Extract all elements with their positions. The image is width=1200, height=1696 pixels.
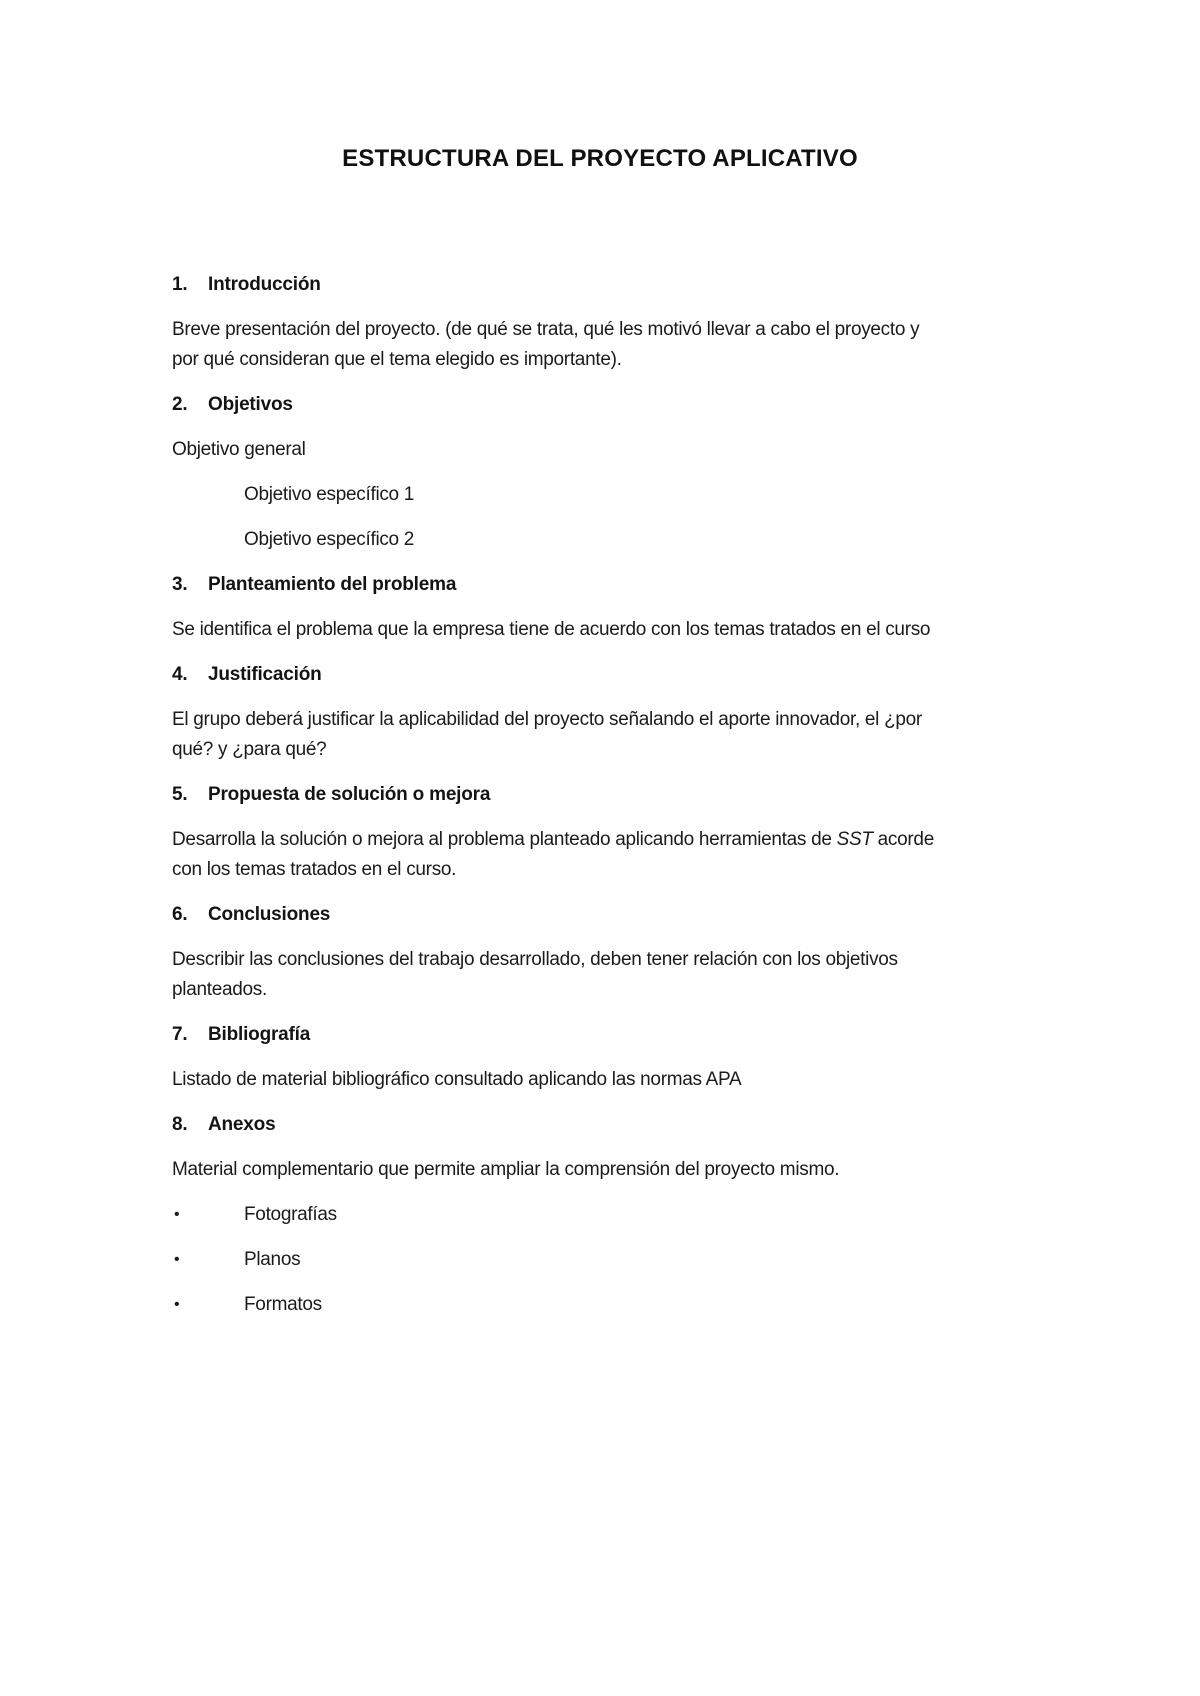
section-heading-bibliografia <box>172 1020 1028 1050</box>
paragraph-introduccion <box>172 315 1028 375</box>
paragraph-objetivo-especifico-2 <box>172 525 1028 555</box>
section-number: 5. <box>172 784 188 805</box>
paragraph-conclusiones <box>172 945 1028 1005</box>
section-heading-propuesta <box>172 780 1028 810</box>
bullet-item-formatos <box>172 1290 1028 1320</box>
paragraph-line: qué? y ¿para qué? <box>172 739 327 760</box>
section-heading-label: Objetivos <box>208 394 293 415</box>
paragraph-line: Se identifica el problema que la empresa tiene de acuerdo con los temas tratados en el curso <box>172 619 931 640</box>
section-heading-label: Anexos <box>208 1114 276 1135</box>
section-heading-introduccion <box>172 270 1028 300</box>
bullet-label: Formatos <box>244 1294 322 1315</box>
section-heading-justificacion <box>172 660 1028 690</box>
section-number: 6. <box>172 904 188 925</box>
bullet-icon: • <box>174 1206 180 1223</box>
section-heading-label: Introducción <box>208 274 321 295</box>
paragraph-line: Listado de material bibliográfico consultado aplicando las normas APA <box>172 1069 742 1090</box>
paragraph-line: Breve presentación del proyecto. (de qué se trata, qué les motivó llevar a cabo el proyecto y <box>172 319 920 340</box>
section-heading-anexos <box>172 1110 1028 1140</box>
paragraph-objetivo-general <box>172 435 1028 465</box>
paragraph-line: Describir las conclusiones del trabajo desarrollado, deben tener relación con los objetivos <box>172 949 898 970</box>
indented-line: Objetivo específico 1 <box>244 484 415 505</box>
document-title: ESTRUCTURA DEL PROYECTO APLICATIVO <box>342 145 858 172</box>
section-heading-label: Bibliografía <box>208 1024 311 1045</box>
bullet-item-fotografias <box>172 1200 1028 1230</box>
paragraph-anexos <box>172 1155 1028 1185</box>
section-heading-planteamiento <box>172 570 1028 600</box>
paragraph-line: planteados. <box>172 979 267 1000</box>
bullet-icon: • <box>174 1251 180 1268</box>
paragraph-bibliografia <box>172 1065 1028 1095</box>
paragraph-line: por qué consideran que el tema elegido es importante). <box>172 349 622 370</box>
paragraph-justificacion <box>172 705 1028 765</box>
bullet-item-planos <box>172 1245 1028 1275</box>
indented-line: Objetivo específico 2 <box>244 529 415 550</box>
paragraph-propuesta <box>172 825 1028 885</box>
paragraph-line: El grupo deberá justificar la aplicabilidad del proyecto señalando el aporte innovador, el ¿por <box>172 709 922 730</box>
paragraph-line: Objetivo general <box>172 439 306 460</box>
section-number: 3. <box>172 574 188 595</box>
section-number: 2. <box>172 394 188 415</box>
section-heading-conclusiones <box>172 900 1028 930</box>
text-segment: acorde <box>872 829 934 850</box>
section-number: 4. <box>172 664 188 685</box>
paragraph-line: con los temas tratados en el curso. <box>172 859 457 880</box>
text-segment: Desarrolla la solución o mejora al problema planteado aplicando herramientas de <box>172 829 837 850</box>
paragraph-line <box>172 825 1028 855</box>
paragraph-objetivo-especifico-1 <box>172 480 1028 510</box>
section-number: 7. <box>172 1024 188 1045</box>
section-number: 8. <box>172 1114 188 1135</box>
paragraph-line: Material complementario que permite ampliar la comprensión del proyecto mismo. <box>172 1159 840 1180</box>
section-heading-label: Propuesta de solución o mejora <box>208 784 491 805</box>
bullet-label: Fotografías <box>244 1204 337 1225</box>
section-heading-objetivos <box>172 390 1028 420</box>
section-number: 1. <box>172 274 188 295</box>
section-heading-label: Planteamiento del problema <box>208 574 457 595</box>
section-heading-label: Conclusiones <box>208 904 331 925</box>
italic-text-sst: SST <box>836 829 873 850</box>
section-heading-label: Justificación <box>208 664 322 685</box>
bullet-icon: • <box>174 1296 180 1313</box>
bullet-label: Planos <box>244 1249 301 1270</box>
paragraph-planteamiento <box>172 615 1028 645</box>
